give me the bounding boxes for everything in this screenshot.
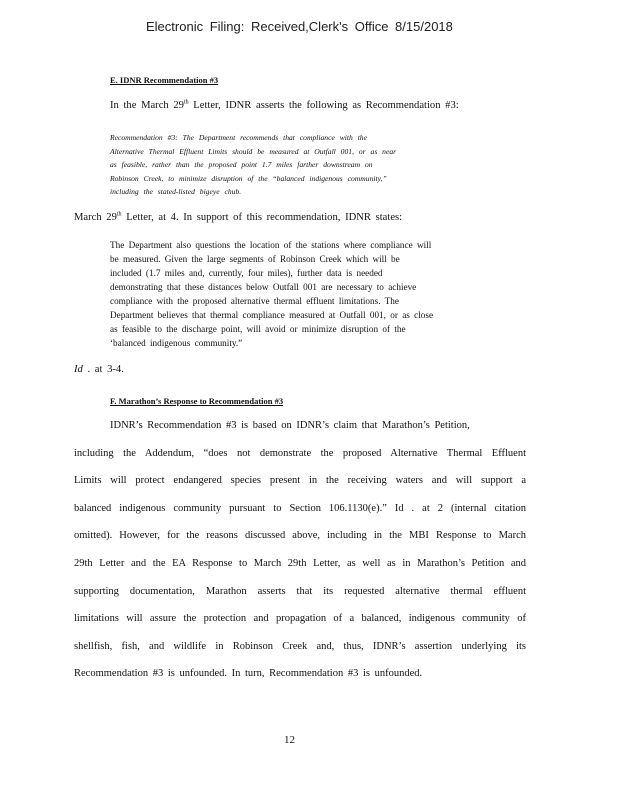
recommendation-line: Alternative Thermal Effluent Limits should be measured at Outfall 001, or as near	[110, 146, 397, 156]
recommendation-block	[110, 131, 396, 199]
paragraph-line: Recommendation #3 is unfounded. In turn, Recommendation #3 is unfounded.	[74, 668, 423, 680]
paragraph-line: shellfish, fish, and wildlife in Robinson Creek and, thus, IDNR’s assertion underlying its	[74, 640, 526, 652]
paragraph-line: Limits will protect endangered species present in the receiving waters and will support a	[74, 475, 526, 487]
quote-line: included (1.7 miles and, currently, four miles), further data is needed	[110, 268, 383, 278]
section-e-intro: In the March 29th Letter, IDNR asserts the following as Recommendation #3:	[110, 99, 459, 111]
citation-line: March 29th Letter, at 4. In support of this recommendation, IDNR states:	[74, 211, 403, 223]
id-citation: Id . at 3-4.	[74, 364, 124, 375]
recommendation-line: Robinson Creek, to minimize disruption of the “balanced indigenous community,”	[110, 173, 387, 183]
recommendation-line: as feasible, rather than the proposed point 1.7 miles farther downstream on	[110, 160, 373, 169]
paragraph-line: supporting documentation, Marathon asserts that its requested alternative thermal effluent	[74, 585, 526, 597]
filing-stamp-header: Electronic Filing: Received,Clerk's Office 8/15/2018	[146, 19, 453, 34]
paragraph-line: balanced indigenous community pursuant to Section 106.1130(e).” Id . at 2 (internal citation	[74, 502, 526, 514]
quote-line: Department believes that thermal compliance measured at Outfall 001, or as close	[110, 310, 434, 320]
paragraph-line: including the Addendum, “does not demonstrate the proposed Alternative Thermal Effluent	[74, 447, 526, 459]
paragraph-line: limitations will assure the protection and propagation of a balanced, indigenous community of	[74, 613, 526, 625]
quote-line: ‘balanced indigenous community.”	[110, 338, 243, 348]
quote-line: be measured. Given the large segments of Robinson Creek which will be	[110, 254, 400, 264]
block-quote	[110, 238, 433, 350]
page-number: 12	[284, 734, 295, 746]
paragraph-line: omitted). However, for the reasons discussed above, including in the MBI Response to March	[74, 530, 526, 542]
recommendation-line: including the stated-listed bigeye chub.	[110, 187, 242, 196]
quote-line: compliance with the proposed alternative thermal effluent limitations. The	[110, 296, 399, 306]
section-f-heading: F. Marathon’s Response to Recommendation #3	[110, 396, 284, 406]
quote-line: The Department also questions the location of the stations where compliance will	[110, 240, 432, 250]
paragraph-line: 29th Letter and the EA Response to March 29th Letter, as well as in Marathon’s Petition and	[74, 557, 526, 569]
section-e-heading: E. IDNR Recommendation #3	[110, 75, 219, 85]
paragraph-line: IDNR’s Recommendation #3 is based on IDNR’s claim that Marathon’s Petition,	[110, 420, 470, 431]
quote-line: as feasible to the discharge point, will avoid or minimize disruption of the	[110, 324, 406, 334]
section-f-paragraph	[74, 412, 526, 688]
quote-line: demonstrating that these distances below Outfall 001 are necessary to achieve	[110, 282, 417, 292]
recommendation-line: Recommendation #3: The Department recommends that compliance with the	[110, 133, 367, 142]
